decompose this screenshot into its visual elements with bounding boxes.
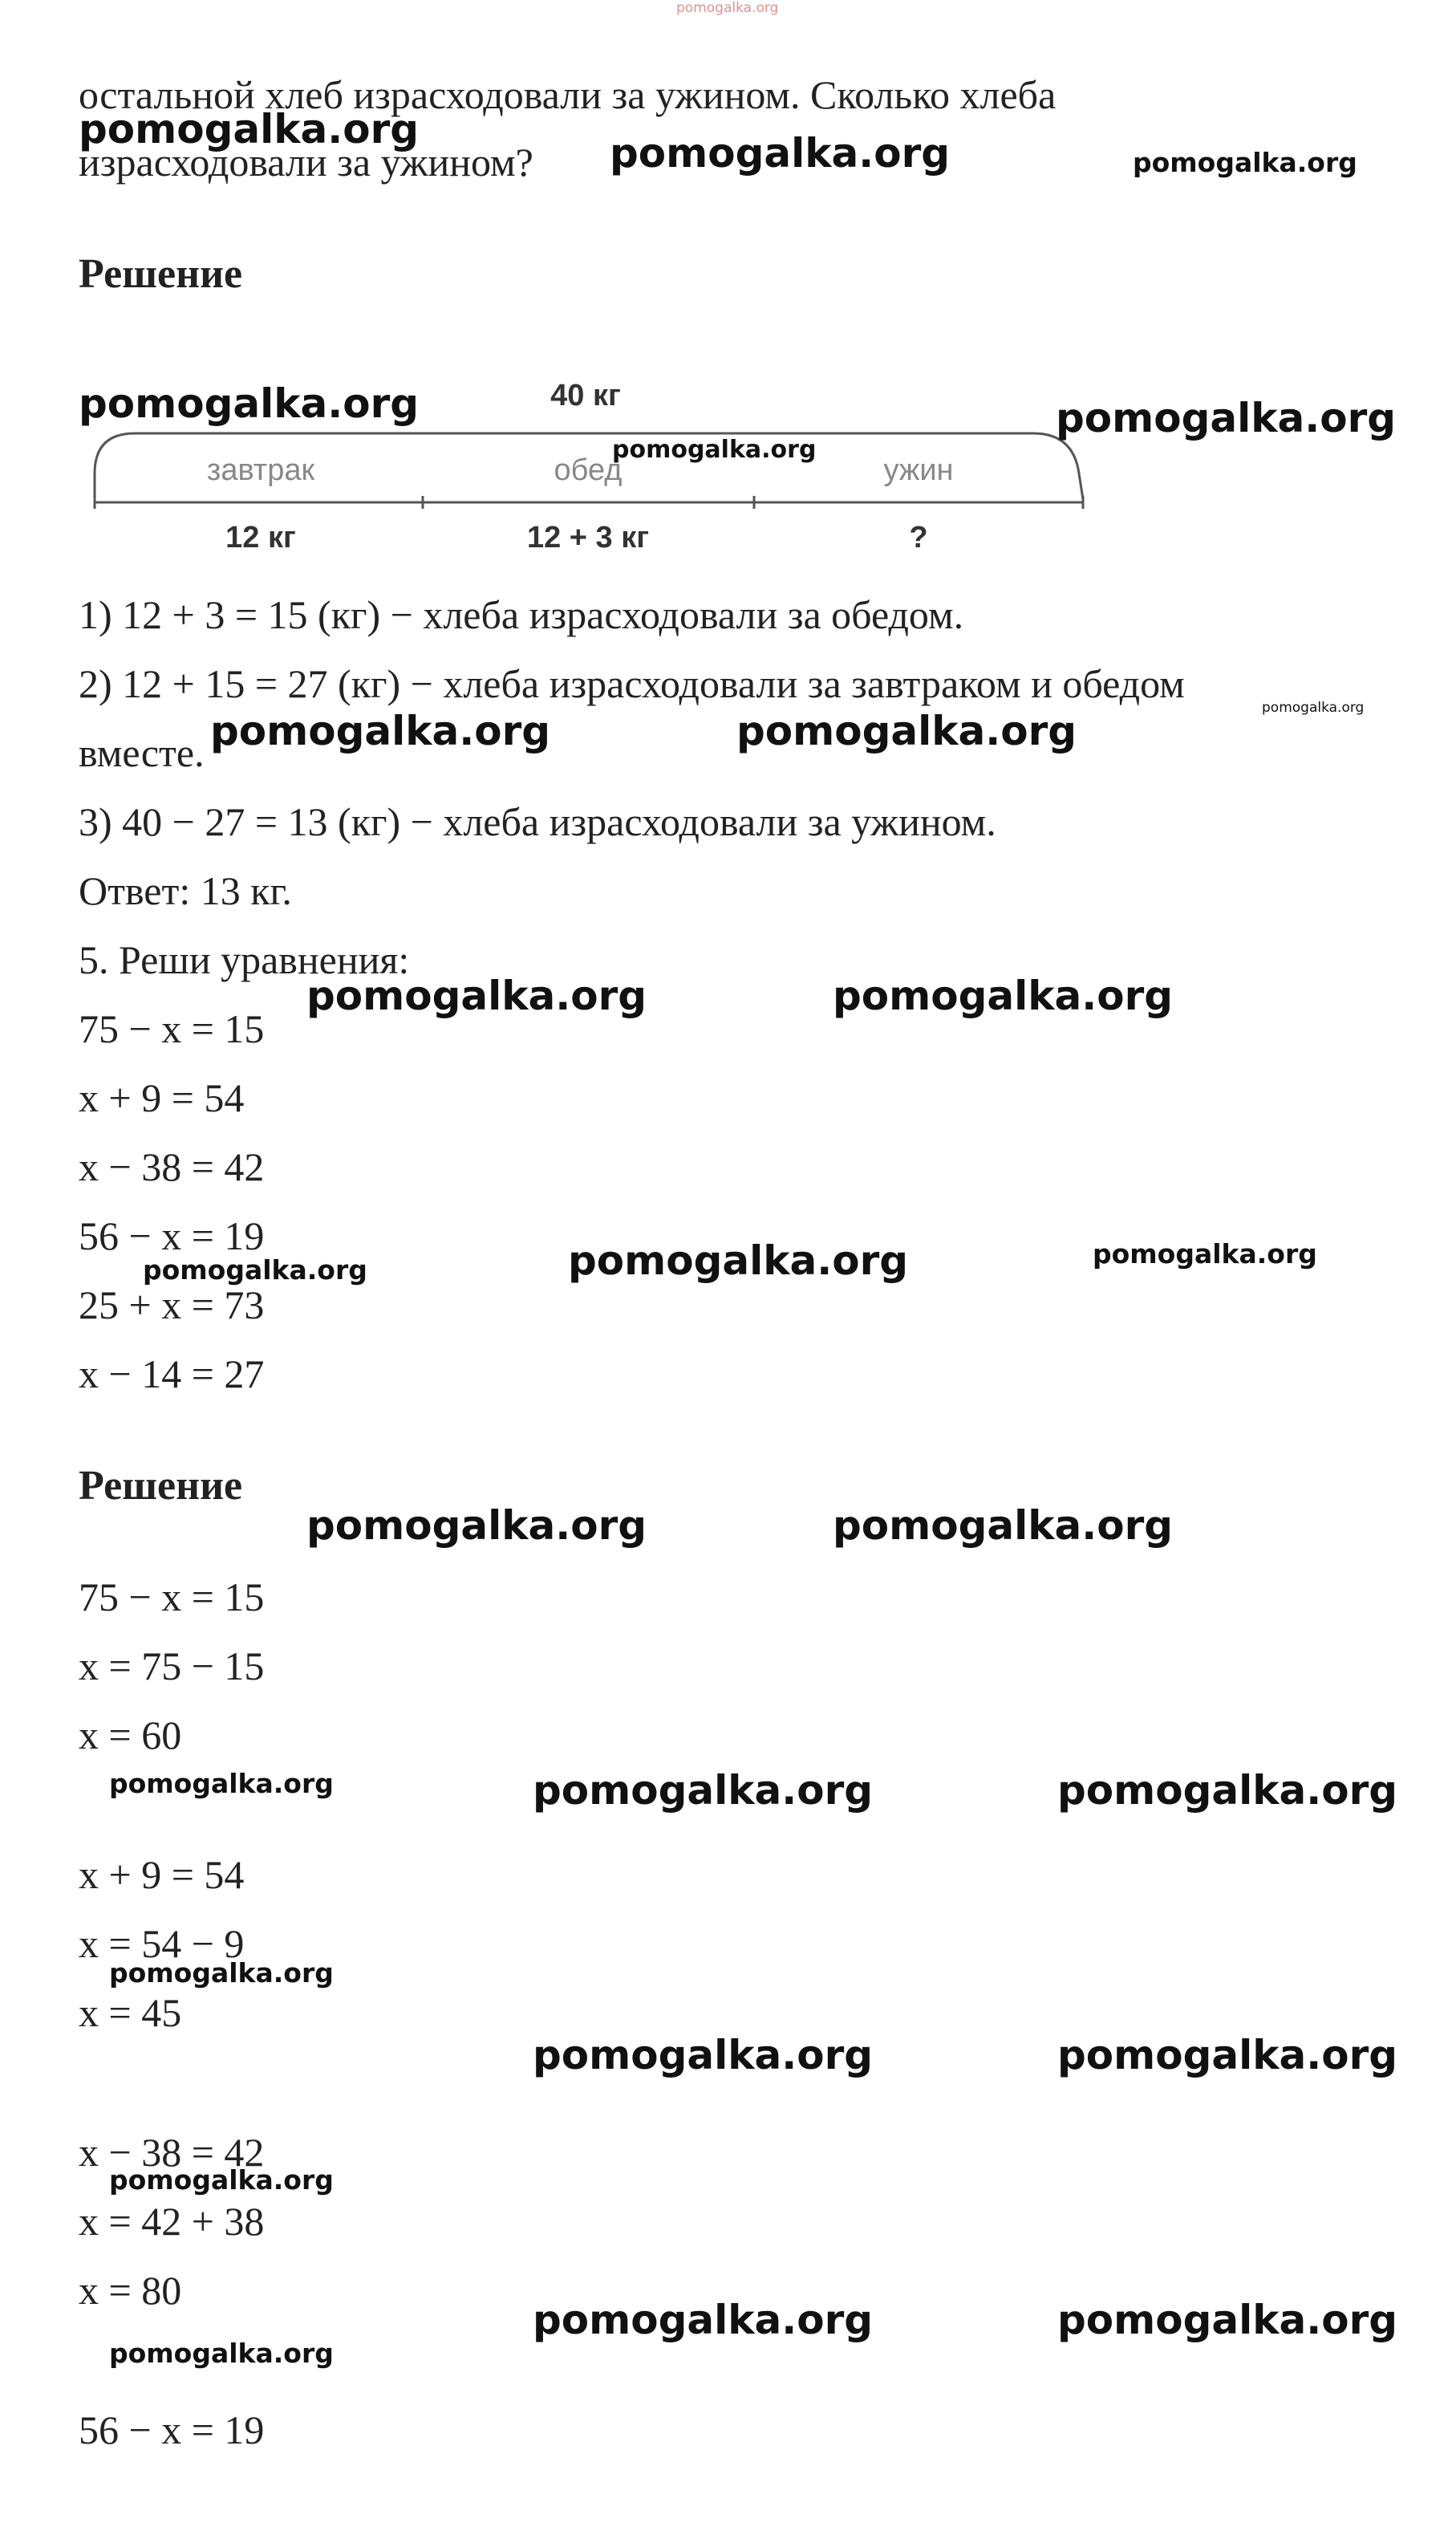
solution-2-line-3: x = 45 — [79, 1990, 182, 2035]
problem-text-line-2: израсходовали за ужином? — [79, 140, 533, 185]
solution-step-1: 1) 12 + 3 = 15 (кг) − хлеба израсходовали за обедом. — [79, 592, 964, 637]
top-watermark: pomogalka.org — [676, 0, 779, 16]
task5-equation-1: 75 − x = 15 — [79, 1006, 265, 1051]
watermark: pomogalka.org — [1056, 395, 1397, 441]
solution-1-line-3: x = 60 — [79, 1712, 182, 1757]
watermark: pomogalka.org — [79, 380, 420, 427]
solution-step-2-continued: вместе. — [79, 730, 205, 775]
task5-equation-4: 56 − x = 19 — [79, 1213, 265, 1258]
solution-3-line-3: x = 80 — [79, 2268, 182, 2313]
solution-2-line-2: x = 54 − 9 — [79, 1921, 245, 1966]
watermark: pomogalka.org — [143, 1254, 367, 1286]
watermark: pomogalka.org — [612, 436, 817, 464]
watermark: pomogalka.org — [736, 708, 1077, 754]
task5-equation-3: x − 38 = 42 — [79, 1144, 265, 1189]
diagram-segment-dinner: ужин — [883, 453, 954, 487]
watermark: pomogalka.org — [1133, 147, 1357, 178]
solution-step-2: 2) 12 + 15 = 27 (кг) − хлеба израсходовали за завтраком и обедом — [79, 661, 1185, 706]
diagram-amount-lunch: 12 + 3 кг — [526, 521, 650, 555]
solution-1-line-1: 75 − x = 15 — [79, 1574, 265, 1619]
watermark: pomogalka.org — [533, 2032, 874, 2078]
diagram-segment-lunch: обед — [554, 453, 623, 487]
watermark: pomogalka.org — [306, 1502, 647, 1549]
solution-heading: Решение — [79, 251, 243, 297]
watermark: pomogalka.org — [1093, 1238, 1317, 1270]
diagram-segment-breakfast: завтрак — [206, 453, 315, 487]
watermark: pomogalka.org — [1057, 2297, 1398, 2343]
problem-text-line-1: остальной хлеб израсходовали за ужином. Сколько хлеба — [79, 72, 1057, 117]
answer-line: Ответ: 13 кг. — [79, 868, 292, 913]
diagram-amount-breakfast: 12 кг — [225, 521, 296, 555]
watermark: pomogalka.org — [306, 973, 647, 1019]
watermark: pomogalka.org — [109, 1957, 334, 1989]
watermark: pomogalka.org — [109, 2164, 334, 2196]
watermark: pomogalka.org — [109, 1768, 334, 1799]
watermark: pomogalka.org — [833, 973, 1174, 1019]
watermark: pomogalka.org — [210, 708, 551, 754]
task5-equation-5: 25 + x = 73 — [79, 1282, 265, 1327]
watermark: pomogalka.org — [109, 2338, 334, 2369]
task5-equation-6: x − 14 = 27 — [79, 1351, 265, 1396]
watermark: pomogalka.org — [568, 1237, 909, 1284]
diagram-amount-dinner: ? — [909, 521, 928, 555]
watermark: pomogalka.org — [1057, 2032, 1398, 2078]
task5-equation-2: x + 9 = 54 — [79, 1075, 245, 1120]
solution-2-line-1: x + 9 = 54 — [79, 1852, 245, 1897]
watermark: pomogalka.org — [833, 1502, 1174, 1549]
solution-step-3: 3) 40 − 27 = 13 (кг) − хлеба израсходовали за ужином. — [79, 799, 996, 844]
solution-heading-2: Решение — [79, 1463, 243, 1509]
watermark: pomogalka.org — [1057, 1767, 1398, 1814]
solution-3-line-2: x = 42 + 38 — [79, 2199, 265, 2244]
watermark: pomogalka.org — [1262, 700, 1365, 716]
watermark: pomogalka.org — [533, 2297, 874, 2343]
solution-1-line-2: x = 75 − 15 — [79, 1643, 265, 1688]
watermark: pomogalka.org — [79, 106, 420, 152]
diagram-total-label: 40 кг — [550, 379, 621, 412]
watermark: pomogalka.org — [533, 1767, 874, 1814]
solution-3-line-1: x − 38 = 42 — [79, 2130, 265, 2175]
task5-title: 5. Реши уравнения: — [79, 937, 410, 982]
solution-4-line-1: 56 − x = 19 — [79, 2407, 265, 2452]
watermark: pomogalka.org — [610, 130, 951, 177]
